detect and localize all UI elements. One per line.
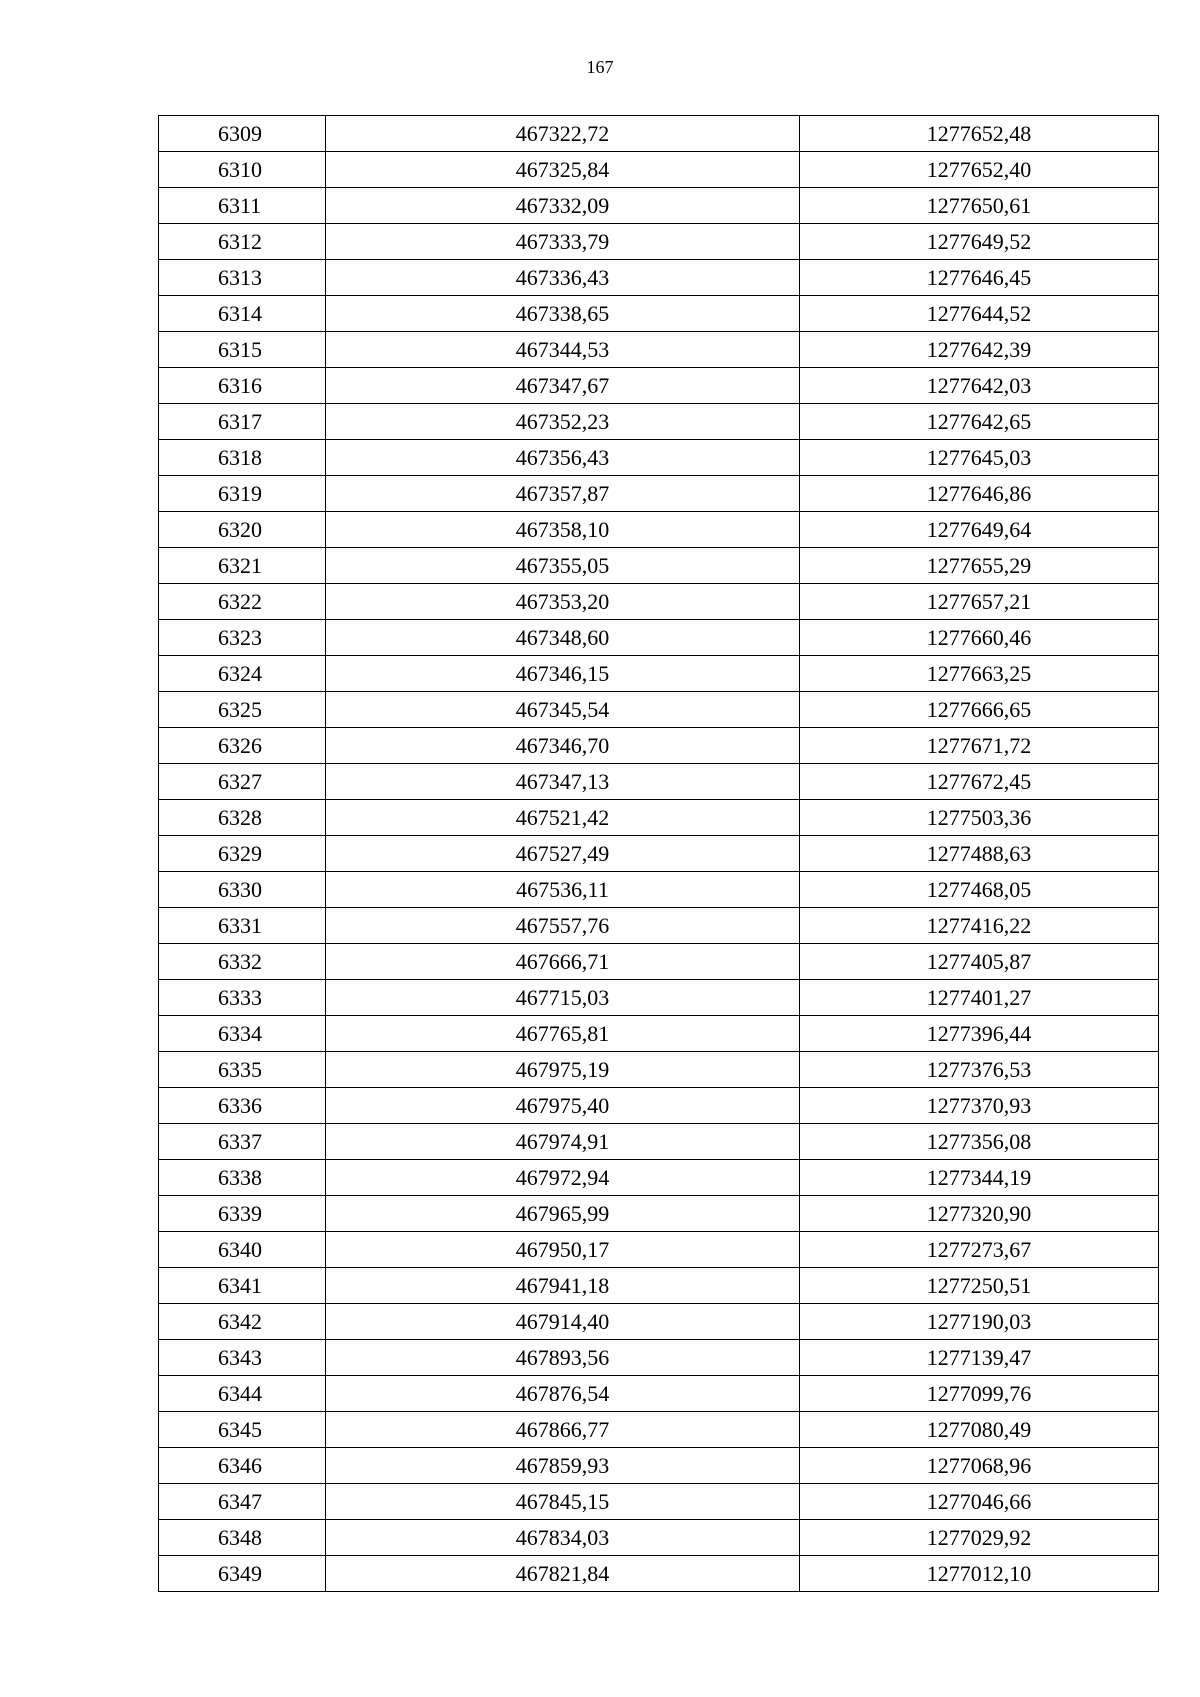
y-coordinate-cell: 1277099,76 [800, 1376, 1159, 1412]
y-coordinate-cell: 1277068,96 [800, 1448, 1159, 1484]
table-row [159, 1232, 1159, 1268]
y-coordinate-cell: 1277644,52 [800, 296, 1159, 332]
table-row [159, 116, 1159, 152]
table-row [159, 1340, 1159, 1376]
table-row [159, 728, 1159, 764]
x-coordinate-cell: 467346,70 [326, 728, 800, 764]
y-coordinate-cell: 1277642,39 [800, 332, 1159, 368]
point-number-cell: 6335 [159, 1052, 326, 1088]
x-coordinate-cell: 467527,49 [326, 836, 800, 872]
point-number-cell: 6315 [159, 332, 326, 368]
table-row [159, 548, 1159, 584]
point-number-cell: 6328 [159, 800, 326, 836]
table-row [159, 764, 1159, 800]
point-number-cell: 6323 [159, 620, 326, 656]
point-number-cell: 6312 [159, 224, 326, 260]
point-number-cell: 6309 [159, 116, 326, 152]
table-row [159, 1124, 1159, 1160]
table-row [159, 512, 1159, 548]
point-number-cell: 6310 [159, 152, 326, 188]
point-number-cell: 6326 [159, 728, 326, 764]
point-number-cell: 6338 [159, 1160, 326, 1196]
x-coordinate-cell: 467346,15 [326, 656, 800, 692]
x-coordinate-cell: 467974,91 [326, 1124, 800, 1160]
point-number-cell: 6343 [159, 1340, 326, 1376]
table-row [159, 944, 1159, 980]
y-coordinate-cell: 1277660,46 [800, 620, 1159, 656]
point-number-cell: 6336 [159, 1088, 326, 1124]
table-row [159, 188, 1159, 224]
point-number-cell: 6318 [159, 440, 326, 476]
x-coordinate-cell: 467975,19 [326, 1052, 800, 1088]
table-row [159, 584, 1159, 620]
table-row [159, 368, 1159, 404]
table-row [159, 1304, 1159, 1340]
y-coordinate-cell: 1277663,25 [800, 656, 1159, 692]
y-coordinate-cell: 1277671,72 [800, 728, 1159, 764]
y-coordinate-cell: 1277503,36 [800, 800, 1159, 836]
point-number-cell: 6347 [159, 1484, 326, 1520]
x-coordinate-cell: 467765,81 [326, 1016, 800, 1052]
table-row [159, 1484, 1159, 1520]
point-number-cell: 6349 [159, 1556, 326, 1592]
x-coordinate-cell: 467521,42 [326, 800, 800, 836]
point-number-cell: 6331 [159, 908, 326, 944]
table-row [159, 1448, 1159, 1484]
table-row [159, 296, 1159, 332]
y-coordinate-cell: 1277139,47 [800, 1340, 1159, 1376]
y-coordinate-cell: 1277649,64 [800, 512, 1159, 548]
table-row [159, 800, 1159, 836]
table-row [159, 1160, 1159, 1196]
table-row [159, 1268, 1159, 1304]
x-coordinate-cell: 467941,18 [326, 1268, 800, 1304]
point-number-cell: 6342 [159, 1304, 326, 1340]
point-number-cell: 6334 [159, 1016, 326, 1052]
y-coordinate-cell: 1277646,45 [800, 260, 1159, 296]
y-coordinate-cell: 1277396,44 [800, 1016, 1159, 1052]
point-number-cell: 6332 [159, 944, 326, 980]
point-number-cell: 6319 [159, 476, 326, 512]
point-number-cell: 6341 [159, 1268, 326, 1304]
page-number: 167 [586, 57, 614, 77]
point-number-cell: 6316 [159, 368, 326, 404]
point-number-cell: 6340 [159, 1232, 326, 1268]
x-coordinate-cell: 467950,17 [326, 1232, 800, 1268]
y-coordinate-cell: 1277012,10 [800, 1556, 1159, 1592]
y-coordinate-cell: 1277046,66 [800, 1484, 1159, 1520]
y-coordinate-cell: 1277468,05 [800, 872, 1159, 908]
y-coordinate-cell: 1277376,53 [800, 1052, 1159, 1088]
y-coordinate-cell: 1277080,49 [800, 1412, 1159, 1448]
y-coordinate-cell: 1277645,03 [800, 440, 1159, 476]
x-coordinate-cell: 467821,84 [326, 1556, 800, 1592]
y-coordinate-cell: 1277646,86 [800, 476, 1159, 512]
y-coordinate-cell: 1277650,61 [800, 188, 1159, 224]
y-coordinate-cell: 1277320,90 [800, 1196, 1159, 1232]
table-row [159, 1016, 1159, 1052]
x-coordinate-cell: 467557,76 [326, 908, 800, 944]
x-coordinate-cell: 467965,99 [326, 1196, 800, 1232]
x-coordinate-cell: 467344,53 [326, 332, 800, 368]
point-number-cell: 6320 [159, 512, 326, 548]
x-coordinate-cell: 467325,84 [326, 152, 800, 188]
x-coordinate-cell: 467332,09 [326, 188, 800, 224]
x-coordinate-cell: 467355,05 [326, 548, 800, 584]
table-row [159, 476, 1159, 512]
table-row [159, 692, 1159, 728]
table-row [159, 980, 1159, 1016]
point-number-cell: 6330 [159, 872, 326, 908]
y-coordinate-cell: 1277649,52 [800, 224, 1159, 260]
x-coordinate-cell: 467876,54 [326, 1376, 800, 1412]
x-coordinate-cell: 467353,20 [326, 584, 800, 620]
y-coordinate-cell: 1277666,65 [800, 692, 1159, 728]
x-coordinate-cell: 467347,67 [326, 368, 800, 404]
point-number-cell: 6333 [159, 980, 326, 1016]
y-coordinate-cell: 1277652,48 [800, 116, 1159, 152]
table-row [159, 440, 1159, 476]
table-row [159, 872, 1159, 908]
table-row [159, 836, 1159, 872]
y-coordinate-cell: 1277370,93 [800, 1088, 1159, 1124]
table-row [159, 908, 1159, 944]
x-coordinate-cell: 467972,94 [326, 1160, 800, 1196]
table-row [159, 224, 1159, 260]
x-coordinate-cell: 467866,77 [326, 1412, 800, 1448]
point-number-cell: 6329 [159, 836, 326, 872]
table-row [159, 1556, 1159, 1592]
point-number-cell: 6317 [159, 404, 326, 440]
point-number-cell: 6345 [159, 1412, 326, 1448]
point-number-cell: 6311 [159, 188, 326, 224]
y-coordinate-cell: 1277642,65 [800, 404, 1159, 440]
table-row [159, 1520, 1159, 1556]
x-coordinate-cell: 467975,40 [326, 1088, 800, 1124]
y-coordinate-cell: 1277655,29 [800, 548, 1159, 584]
table-row [159, 1196, 1159, 1232]
coordinates-table-body [159, 116, 1159, 1592]
table-row [159, 1412, 1159, 1448]
x-coordinate-cell: 467356,43 [326, 440, 800, 476]
point-number-cell: 6325 [159, 692, 326, 728]
point-number-cell: 6322 [159, 584, 326, 620]
y-coordinate-cell: 1277401,27 [800, 980, 1159, 1016]
x-coordinate-cell: 467347,13 [326, 764, 800, 800]
x-coordinate-cell: 467357,87 [326, 476, 800, 512]
x-coordinate-cell: 467352,23 [326, 404, 800, 440]
x-coordinate-cell: 467336,43 [326, 260, 800, 296]
point-number-cell: 6321 [159, 548, 326, 584]
point-number-cell: 6348 [159, 1520, 326, 1556]
x-coordinate-cell: 467859,93 [326, 1448, 800, 1484]
x-coordinate-cell: 467893,56 [326, 1340, 800, 1376]
point-number-cell: 6314 [159, 296, 326, 332]
y-coordinate-cell: 1277405,87 [800, 944, 1159, 980]
table-row [159, 332, 1159, 368]
x-coordinate-cell: 467666,71 [326, 944, 800, 980]
y-coordinate-cell: 1277029,92 [800, 1520, 1159, 1556]
y-coordinate-cell: 1277273,67 [800, 1232, 1159, 1268]
point-number-cell: 6339 [159, 1196, 326, 1232]
x-coordinate-cell: 467322,72 [326, 116, 800, 152]
y-coordinate-cell: 1277488,63 [800, 836, 1159, 872]
y-coordinate-cell: 1277416,22 [800, 908, 1159, 944]
point-number-cell: 6324 [159, 656, 326, 692]
x-coordinate-cell: 467345,54 [326, 692, 800, 728]
point-number-cell: 6346 [159, 1448, 326, 1484]
point-number-cell: 6313 [159, 260, 326, 296]
x-coordinate-cell: 467845,15 [326, 1484, 800, 1520]
table-row [159, 152, 1159, 188]
y-coordinate-cell: 1277344,19 [800, 1160, 1159, 1196]
table-row [159, 1052, 1159, 1088]
y-coordinate-cell: 1277642,03 [800, 368, 1159, 404]
table-row [159, 1088, 1159, 1124]
x-coordinate-cell: 467333,79 [326, 224, 800, 260]
coordinates-table [158, 115, 1159, 1592]
x-coordinate-cell: 467536,11 [326, 872, 800, 908]
x-coordinate-cell: 467338,65 [326, 296, 800, 332]
point-number-cell: 6337 [159, 1124, 326, 1160]
x-coordinate-cell: 467834,03 [326, 1520, 800, 1556]
table-row [159, 260, 1159, 296]
x-coordinate-cell: 467348,60 [326, 620, 800, 656]
y-coordinate-cell: 1277190,03 [800, 1304, 1159, 1340]
x-coordinate-cell: 467914,40 [326, 1304, 800, 1340]
y-coordinate-cell: 1277672,45 [800, 764, 1159, 800]
table-row [159, 620, 1159, 656]
point-number-cell: 6344 [159, 1376, 326, 1412]
table-row [159, 656, 1159, 692]
x-coordinate-cell: 467715,03 [326, 980, 800, 1016]
y-coordinate-cell: 1277657,21 [800, 584, 1159, 620]
y-coordinate-cell: 1277250,51 [800, 1268, 1159, 1304]
x-coordinate-cell: 467358,10 [326, 512, 800, 548]
table-row [159, 404, 1159, 440]
table-row [159, 1376, 1159, 1412]
y-coordinate-cell: 1277652,40 [800, 152, 1159, 188]
y-coordinate-cell: 1277356,08 [800, 1124, 1159, 1160]
point-number-cell: 6327 [159, 764, 326, 800]
